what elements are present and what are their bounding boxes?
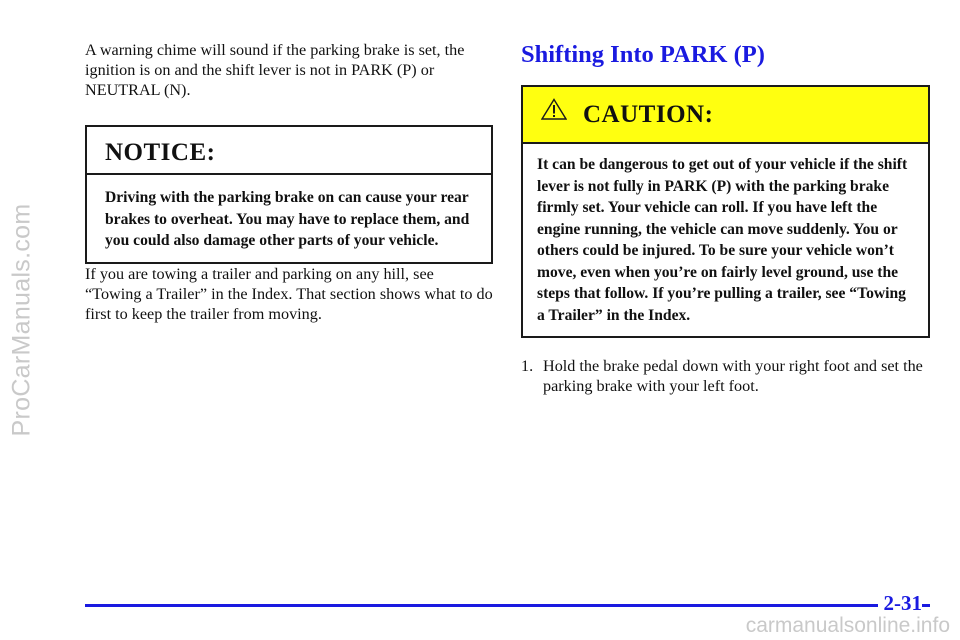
caution-title: CAUTION: bbox=[583, 101, 714, 128]
notice-body: Driving with the parking brake on can cause your rear brakes to overheat. You may have to replace them, and you could also damage other parts of your vehicle. bbox=[105, 189, 470, 249]
right-column bbox=[521, 40, 931, 396]
side-watermark: ProCarManuals.com bbox=[7, 203, 36, 437]
intro-paragraph: A warning chime will sound if the parking brake is set, the ignition is on and the shift lever is not in PARK (P) or NEUTRAL (N). bbox=[85, 41, 465, 99]
step-item bbox=[521, 356, 931, 396]
footer-rule bbox=[85, 604, 930, 607]
notice-title: NOTICE: bbox=[105, 139, 216, 166]
notice-header bbox=[87, 127, 491, 175]
caution-header bbox=[523, 87, 928, 144]
notice-box bbox=[85, 125, 493, 264]
step-text: Hold the brake pedal down with your right foot and set the parking brake with your left foot. bbox=[543, 357, 923, 395]
page-number: 2-31 bbox=[878, 591, 923, 616]
section-title: Shifting Into PARK (P) bbox=[521, 41, 765, 68]
towing-paragraph: If you are towing a trailer and parking on any hill, see “Towing a Trailer” in the Index. That section shows what to do first to keep the trailer from moving. bbox=[85, 264, 493, 323]
caution-box bbox=[521, 85, 930, 338]
step-number: 1. bbox=[521, 357, 534, 375]
warning-triangle-icon bbox=[541, 98, 567, 120]
bottom-watermark: carmanualsonline.info bbox=[745, 614, 950, 637]
caution-body: It can be dangerous to get out of your vehicle if the shift lever is not fully in PARK (P) with the parking brake firmly set. Your vehicle can roll. If you have left the engine running, the vehicle can move suddenly. You or others could be injured. To be sure your vehicle won’t move, even when you’re on fairly level ground, use the steps that follow. If you’re pulling a trailer, see “Towing a Trailer” in the Index. bbox=[537, 156, 908, 324]
left-column bbox=[85, 40, 493, 324]
